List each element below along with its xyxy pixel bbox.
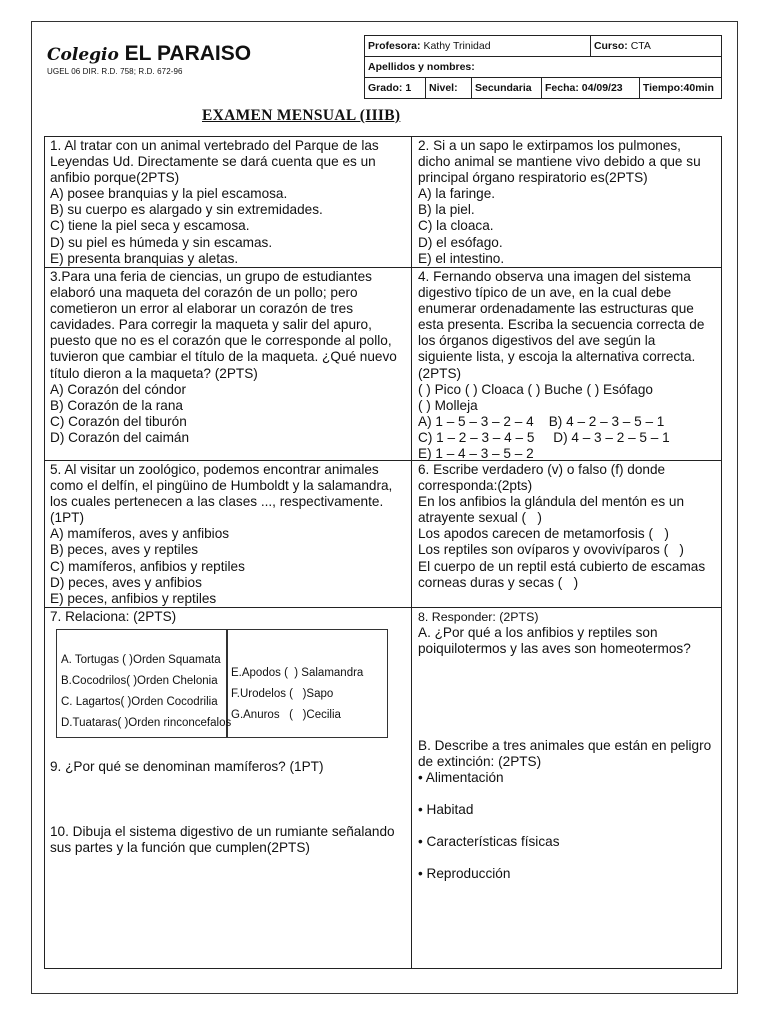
q4-option: E) 1 – 4 – 3 – 5 – 2	[418, 446, 534, 462]
q8b-item: • Reproducción	[418, 866, 511, 882]
q2-option: C) la cloaca.	[418, 218, 494, 234]
q6-line: corresponda:(2pts)	[418, 478, 533, 494]
q8b-line: B. Describe a tres animales que están en peligro	[418, 738, 712, 753]
q6-statement: atrayente sexual ( )	[418, 510, 542, 526]
q3-line: cavidades. Para corregir la maqueta y salir del apuro,	[50, 317, 372, 333]
q4-line: siguiente lista, y escoja la alternativa correcta.	[418, 349, 696, 365]
q4-option: C) 1 – 2 – 3 – 4 – 5 D) 4 – 3 – 2 – 5 – 1	[418, 429, 670, 445]
q1-line: 1. Al tratar con un animal vertebrado del Parque de las	[50, 138, 379, 153]
q5-option: A) mamíferos, aves y anfibios	[50, 526, 230, 542]
ugel-line: UGEL 06 DIR. R.D. 758; R.D. 672-96	[47, 67, 183, 76]
q8-title: 8. Responder: (2PTS)	[418, 610, 539, 624]
question-3	[46, 269, 410, 446]
relation-item: D.Tuataras( )Orden rinconcefalos	[61, 717, 232, 729]
q5-line: los cuales pertenecen a las clases ..., respectivamente.	[50, 494, 384, 510]
relation-item: E.Apodos ( ) Salamandra	[231, 667, 364, 679]
q5-option: E) peces, anfibios y reptiles	[50, 590, 217, 606]
q6-statement: Los apodos carecen de metamorfosis ( )	[418, 526, 669, 542]
row-divider	[44, 267, 722, 268]
q8b-item: • Alimentación	[418, 770, 504, 786]
q7-title: 7. Relaciona: (2PTS)	[50, 609, 177, 624]
question-7-title	[46, 609, 410, 625]
q1-option: D) su piel es húmeda y sin escamas.	[50, 234, 273, 250]
q4-option: A) 1 – 5 – 3 – 2 – 4 B) 4 – 2 – 3 – 5 – 1	[418, 413, 665, 429]
q3-option: D) Corazón del caimán	[50, 429, 190, 445]
q8b-item: • Características físicas	[418, 834, 560, 850]
q2-option: A) la faringe.	[418, 186, 496, 202]
q1-line: anfibio porque(2PTS)	[50, 170, 180, 186]
q5-line: como el delfín, el pingüino de Humboldt y la salamandra,	[50, 478, 393, 494]
q4-line: enumerar ordenadamente las estructuras que	[418, 301, 694, 317]
q3-line: puesto que no es el corazón que le corresponde al pollo,	[50, 333, 392, 349]
q6-statement: Los reptiles son ovíparos y ovovivíparos ( )	[418, 542, 684, 558]
q2-line: dicho animal se mantiene vivo debido a que su	[418, 154, 701, 170]
q4-line: esta presenta. Escriba la secuencia correcta de	[418, 317, 705, 333]
question-10	[46, 824, 410, 856]
apellidos-field[interactable]: Apellidos y nombres:	[365, 57, 722, 78]
q6-statement: En los anfibios la glándula del mentón es un	[418, 494, 685, 510]
q3-line: 3.Para una feria de ciencias, un grupo de estudiantes	[50, 269, 372, 284]
grado-cell: Grado: 1	[365, 78, 426, 99]
q3-line: cometieron un error al elaborar un corazón de tres	[50, 301, 353, 317]
q5-option: C) mamíferos, anfibios y reptiles	[50, 558, 245, 574]
q10-line: sus partes y la función que cumplen(2PTS)	[50, 840, 310, 856]
q8b-line: de extinción: (2PTS)	[418, 754, 542, 770]
q3-line: tuvieron que cambiar el título de la maqueta. ¿Qué nuevo	[50, 349, 397, 365]
q4-line: 4. Fernando observa una imagen del sistema	[418, 269, 691, 284]
relation-box	[56, 629, 388, 738]
relation-item: B.Cocodrilos( )Orden Chelonia	[61, 675, 218, 687]
relation-left-column	[61, 650, 231, 734]
school-name	[47, 42, 251, 66]
q5-option: D) peces, aves y anfibios	[50, 574, 202, 590]
q10-line: 10. Dibuja el sistema digestivo de un rumiante señalando	[50, 824, 395, 839]
relation-item: C. Lagartos( )Orden Cocodrilia	[61, 696, 218, 708]
colegio-label: Colegio	[47, 45, 119, 65]
q5-line: (1PT)	[50, 510, 84, 526]
column-divider	[411, 136, 412, 969]
question-6	[414, 462, 720, 591]
exam-title: EXAMEN MENSUAL (IIIB)	[202, 107, 401, 124]
school-name-text: EL PARAISO	[124, 42, 252, 65]
q5-option: B) peces, aves y reptiles	[50, 542, 199, 558]
q3-line: elaboró una maqueta del corazón de un pollo; pero	[50, 285, 358, 301]
q2-option: E) el intestino.	[418, 250, 505, 266]
curso-cell: Curso: CTA	[590, 36, 721, 57]
q4-line: los órganos digestivos del ave según la	[418, 333, 656, 349]
nivel-label: Nivel:	[426, 78, 472, 99]
q8b-item: • Habitad	[418, 802, 474, 818]
q6-statement: El cuerpo de un reptil está cubierto de escamas	[418, 558, 706, 574]
q3-line: título dieron a la maqueta? (2PTS)	[50, 365, 258, 381]
question-9	[46, 759, 410, 775]
q1-option: E) presenta branquias y aletas.	[50, 250, 239, 266]
q8a-line: poiquilotermos y las aves son homeotermos?	[418, 641, 691, 657]
fecha-cell: Fecha: 04/09/23	[542, 78, 640, 99]
q4-line: digestivo típico de un ave, en la cual debe	[418, 285, 672, 301]
question-2	[414, 138, 720, 267]
q1-option: A) posee branquias y la piel escamosa.	[50, 186, 288, 202]
q1-option: B) su cuerpo es alargado y sin extremidades.	[50, 202, 323, 218]
relation-right-column	[231, 663, 363, 726]
q2-option: D) el esófago.	[418, 234, 503, 250]
q5-line: 5. Al visitar un zoológico, podemos encontrar animales	[50, 462, 379, 477]
nivel-value: Secundaria	[472, 78, 542, 99]
question-4	[414, 269, 720, 462]
question-1	[46, 138, 410, 267]
q3-option: B) Corazón de la rana	[50, 397, 183, 413]
q4-line: (2PTS)	[418, 365, 462, 381]
relation-item: G.Anuros ( )Cecilia	[231, 709, 341, 721]
q1-line: Leyendas Ud. Directamente se dará cuenta que es un	[50, 154, 376, 170]
question-8	[414, 609, 720, 657]
q3-option: A) Corazón del cóndor	[50, 381, 187, 397]
info-table	[364, 35, 722, 99]
relation-item: A. Tortugas ( )Orden Squamata	[61, 654, 221, 666]
relation-item: F.Urodelos ( )Sapo	[231, 688, 334, 700]
q6-line: 6. Escribe verdadero (v) o falso (f) donde	[418, 462, 666, 477]
q4-list: ( ) Pico ( ) Cloaca ( ) Buche ( ) Esófago	[418, 381, 653, 397]
question-5	[46, 462, 410, 607]
q4-list: ( ) Molleja	[418, 397, 478, 413]
q2-option: B) la piel.	[418, 202, 475, 218]
q2-line: 2. Si a un sapo le extirpamos los pulmones,	[418, 138, 681, 153]
school-header	[47, 42, 251, 76]
question-8b	[414, 738, 720, 883]
profesora-cell: Profesora: Kathy Trinidad	[365, 36, 591, 57]
q8a-line: A. ¿Por qué a los anfibios y reptiles son	[418, 625, 658, 641]
q6-statement: corneas duras y secas ( )	[418, 574, 579, 590]
q3-option: C) Corazón del tiburón	[50, 413, 187, 429]
q1-option: C) tiene la piel seca y escamosa.	[50, 218, 250, 234]
q2-line: principal órgano respiratorio es(2PTS)	[418, 170, 648, 186]
q9-line: 9. ¿Por qué se denominan mamíferos? (1PT)	[50, 759, 324, 774]
row-divider	[44, 607, 722, 608]
tiempo-cell: Tiempo:40min	[639, 78, 721, 99]
